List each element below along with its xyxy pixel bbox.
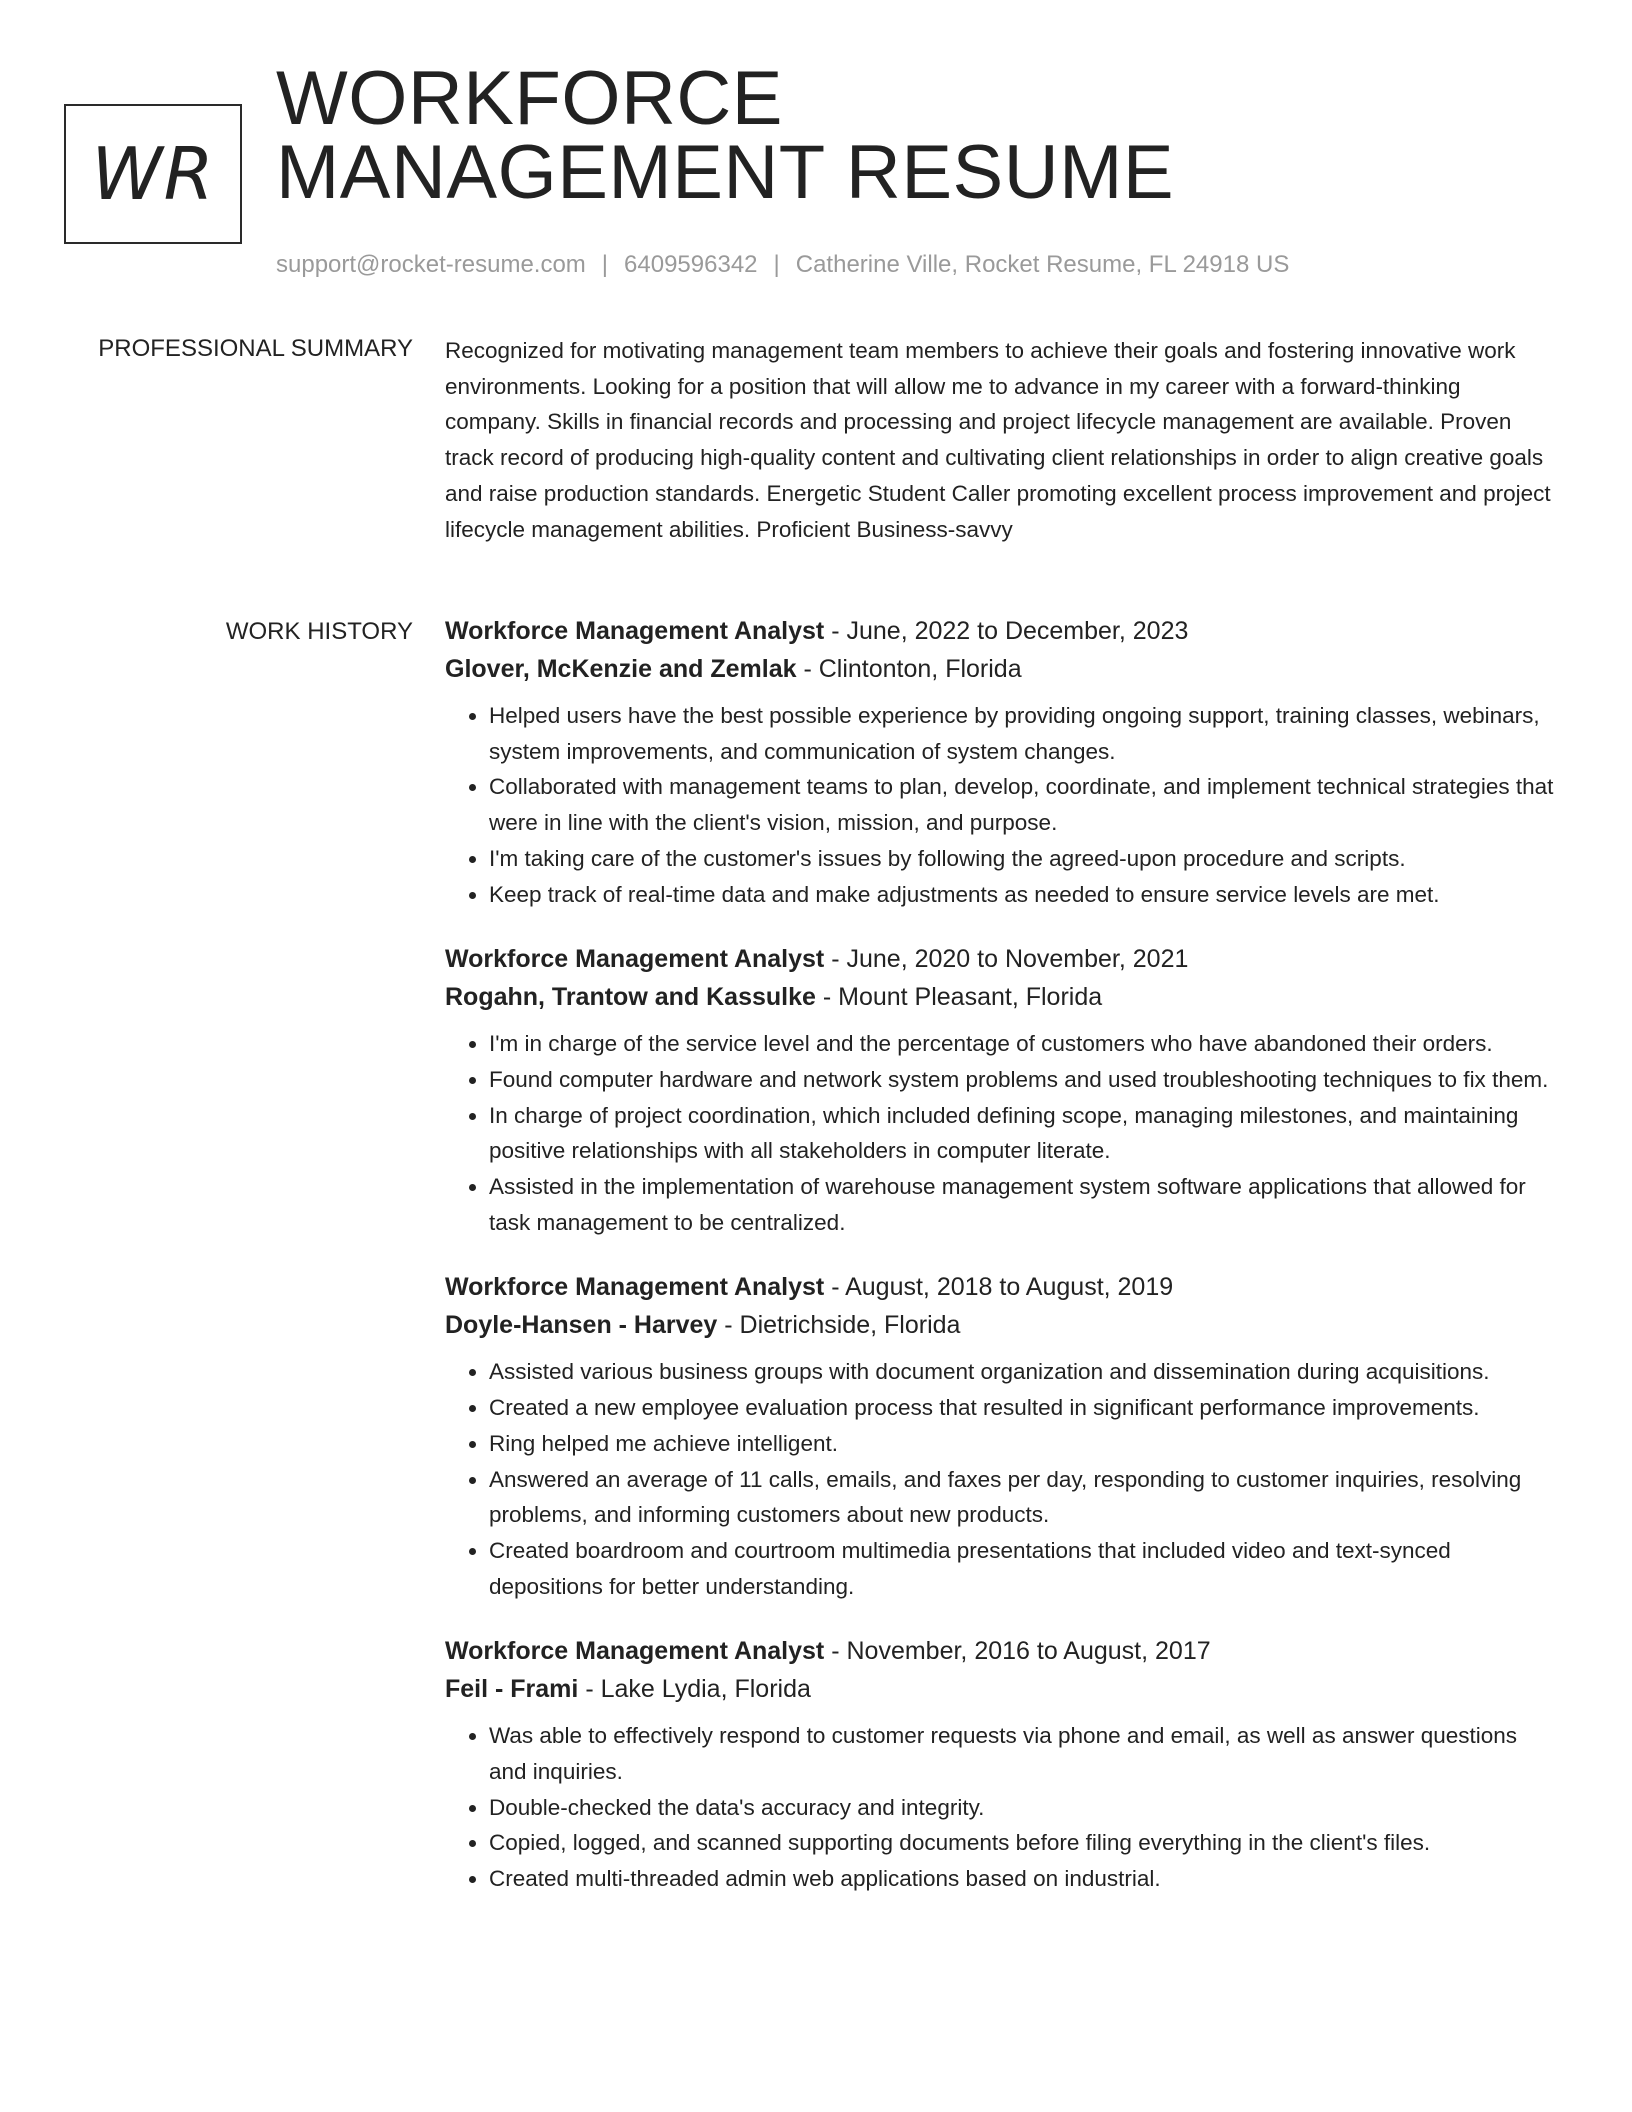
job-entry <box>445 1632 1560 1897</box>
job-location: - Dietrichside, Florida <box>717 1311 961 1340</box>
job-entry <box>445 1268 1560 1604</box>
job-dates: - June, 2022 to December, 2023 <box>824 617 1189 645</box>
job-bullet: • Collaborated with management teams to plan, develop, coordinate, and implement technical strategies that were in line with the client's vision, mission, and purpose. <box>489 769 1560 840</box>
job-title: Workforce Management Analyst <box>445 1637 825 1666</box>
job-bullet-list <box>445 1026 1560 1240</box>
section-label-work-history: WORK HISTORY <box>225 618 413 645</box>
job-bullet: • Was able to effectively respond to customer requests via phone and email, as well as answer questions and inquiries. <box>489 1718 1560 1789</box>
contact-line <box>276 250 1289 280</box>
resume-title-line-1: WORKFORCE <box>276 56 783 141</box>
job-bullet: • I'm in charge of the service level and the percentage of customers who have abandoned their orders. <box>489 1026 1560 1062</box>
job-company-line <box>445 1670 1560 1708</box>
job-bullet: • Found computer hardware and network system problems and used troubleshooting techniques to fix them. <box>489 1062 1560 1098</box>
job-bullet: • Keep track of real-time data and make adjustments as needed to ensure service levels are met. <box>489 877 1560 913</box>
job-company: Feil - Frami <box>445 1675 579 1704</box>
job-title: Workforce Management Analyst <box>445 1273 825 1302</box>
job-bullet: • Ring helped me achieve intelligent. <box>489 1426 1560 1462</box>
job-bullet: • Double-checked the data's accuracy and integrity. <box>489 1790 1560 1826</box>
contact-separator: | <box>601 251 609 278</box>
job-title: Workforce Management Analyst <box>445 617 825 645</box>
professional-summary-section <box>445 333 1560 547</box>
job-company-line <box>445 1306 1560 1344</box>
job-location: - Clintonton, Florida <box>796 655 1022 683</box>
job-bullet: • Assisted in the implementation of warehouse management system software applications that allowed for task management to be centralized. <box>489 1169 1560 1240</box>
resume-title-line-2: MANAGEMENT RESUME <box>276 130 1175 215</box>
job-title-line <box>445 1268 1560 1306</box>
job-title-line <box>445 1632 1560 1670</box>
contact-phone[interactable]: 6409596342 <box>624 251 758 278</box>
job-bullet-list <box>445 698 1560 912</box>
job-bullet: • I'm taking care of the customer's issues by following the agreed-upon procedure and scripts. <box>489 841 1560 877</box>
job-company: Rogahn, Trantow and Kassulke <box>445 983 816 1012</box>
job-company: Glover, McKenzie and Zemlak <box>445 655 797 683</box>
job-bullet: • Answered an average of 11 calls, emails, and faxes per day, responding to customer inquiries, resolving problems, and informing customers about new products. <box>489 1462 1560 1533</box>
job-company-line <box>445 978 1560 1016</box>
monogram-initials: WR <box>91 132 215 216</box>
job-dates: - June, 2020 to November, 2021 <box>824 945 1189 974</box>
job-dates: - August, 2018 to August, 2019 <box>824 1273 1174 1302</box>
resume-title <box>276 56 1175 215</box>
job-entry <box>445 612 1560 912</box>
job-title-line <box>445 940 1560 978</box>
job-bullet: • In charge of project coordination, which included defining scope, managing milestones, and maintaining positive relationships with all stakeholders in computer literate. <box>489 1098 1560 1169</box>
job-location: - Lake Lydia, Florida <box>578 1675 811 1704</box>
job-bullet: • Created multi-threaded admin web applications based on industrial. <box>489 1861 1560 1897</box>
job-company-line <box>445 650 1560 688</box>
job-bullet: • Created a new employee evaluation process that resulted in significant performance improvements. <box>489 1390 1560 1426</box>
job-dates: - November, 2016 to August, 2017 <box>824 1637 1211 1666</box>
job-title: Workforce Management Analyst <box>445 945 825 974</box>
section-label-professional-summary: PROFESSIONAL SUMMARY <box>98 335 413 362</box>
summary-text: Recognized for motivating management team members to achieve their goals and fostering innovative work environments. Looking for a position that will allow me to advance in my career with a forward-thinking company. Skills in financial records and processing and project lifecycle management are available. Proven track record of producing high-quality content and cultivating client relationships in order to align creative goals and raise production standards. Energetic Student Caller promoting excellent process improvement and project lifecycle management abilities. Proficient Business-savvy <box>445 338 1551 542</box>
job-company: Doyle-Hansen - Harvey <box>445 1311 718 1340</box>
monogram-box <box>64 104 242 244</box>
work-history-section <box>445 612 1560 1925</box>
job-bullet: • Assisted various business groups with document organization and dissemination during acquisitions. <box>489 1354 1560 1390</box>
job-title-line <box>445 612 1560 650</box>
job-entry <box>445 940 1560 1240</box>
job-location: - Mount Pleasant, Florida <box>815 983 1103 1012</box>
job-bullet-list <box>445 1718 1560 1897</box>
job-bullet-list <box>445 1354 1560 1604</box>
job-bullet: • Copied, logged, and scanned supporting documents before filing everything in the client's files. <box>489 1825 1560 1861</box>
contact-address: Catherine Ville, Rocket Resume, FL 24918 US <box>795 251 1290 278</box>
contact-email[interactable]: support@rocket-resume.com <box>276 251 586 278</box>
contact-separator: | <box>773 251 780 278</box>
job-bullet: • Helped users have the best possible experience by providing ongoing support, training classes, webinars, system improvements, and communication of system changes. <box>489 698 1560 769</box>
job-bullet: • Created boardroom and courtroom multimedia presentations that included video and text-synced depositions for better understanding. <box>489 1533 1560 1604</box>
